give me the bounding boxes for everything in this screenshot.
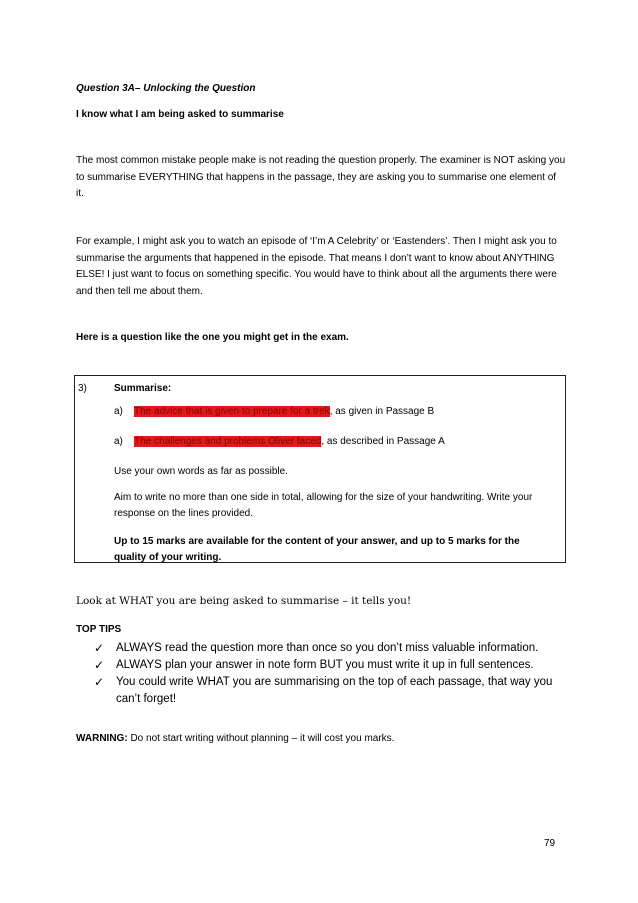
item-label: a) <box>114 406 123 417</box>
list-item: ✓ ALWAYS read the question more than once so you don’t miss valuable information. <box>94 641 539 655</box>
checkmark-icon: ✓ <box>94 658 105 672</box>
look-note: Look at WHAT you are being asked to summarise – it tells you! <box>76 595 412 607</box>
warning-note <box>76 733 394 744</box>
item-text: , as described in Passage A <box>321 436 445 447</box>
list-item: ✓ ALWAYS plan your answer in note form BUT you must write it up in full sentences. <box>94 658 534 672</box>
warning-text: Do not start writing without planning – it will cost you marks. <box>127 733 395 744</box>
instruction-length: Aim to write no more than one side in total, allowing for the size of your handwriting. Write your response on the lines provided. <box>114 492 533 519</box>
page-number: 79 <box>544 838 556 849</box>
question-intro: Here is a question like the one you might get in the exam. <box>76 332 349 343</box>
section-subtitle: I know what I am being asked to summarise <box>76 109 284 120</box>
list-item: ✓ You could write WHAT you are summarising on the top of each passage, that way you can’t forget! <box>94 675 553 705</box>
paragraph-common-mistake: The most common mistake people make is not reading the question properly. The examiner is NOT asking you to summarise EVERYTHING that happens in the passage, they are asking you to summarise one element of it. <box>76 155 566 199</box>
highlighted-text: The challenges and problems Oliver faced <box>134 436 322 447</box>
checkmark-icon: ✓ <box>94 675 105 689</box>
question-item-challenges <box>114 436 445 447</box>
marks-note: Up to 15 marks are available for the content of your answer, and up to 5 marks for the quality of your writing. <box>114 536 520 563</box>
item-label: a) <box>114 436 123 447</box>
paragraph-example: For example, I might ask you to watch an episode of ‘I’m A Celebrity’ or ‘Eastenders’. Then I might ask you to summarise the arguments that happened in the episode. That means I don’t want to know about ANYTHING ELSE! I just want to focus on something specific. You would have to think about all the arguments there were and then tell me about them. <box>76 236 557 297</box>
top-tips-list <box>94 640 564 708</box>
highlighted-text: The advice that is given to prepare for a trek <box>134 406 330 417</box>
question-number: 3) <box>78 383 87 394</box>
warning-label: WARNING: <box>76 733 128 744</box>
checkmark-icon: ✓ <box>94 641 105 655</box>
top-tips-heading: TOP TIPS <box>76 624 122 635</box>
question-heading: Summarise: <box>114 383 172 394</box>
instruction-own-words: Use your own words as far as possible. <box>114 466 288 477</box>
item-text: , as given in Passage B <box>329 406 435 417</box>
question-item-advice <box>114 406 434 417</box>
section-title: Question 3A– Unlocking the Question <box>76 83 256 94</box>
